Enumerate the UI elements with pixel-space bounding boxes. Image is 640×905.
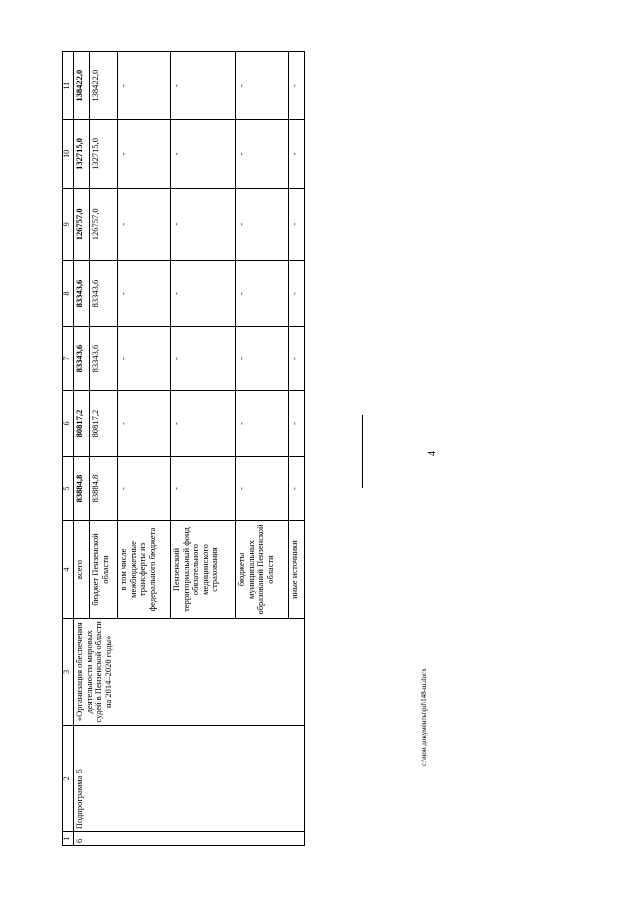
value-cell: - [118,260,171,326]
value-cell: - [118,52,171,120]
value-cell: - [171,327,236,391]
header-cell: 9 [63,188,74,260]
value-cell: - [236,390,289,456]
source-cell: всего [74,520,90,618]
budget-table-rotated [62,51,305,846]
value-cell: 126757,0 [90,188,118,260]
value-cell: 83343,6 [90,260,118,326]
header-row [63,52,74,846]
value-cell: - [288,188,304,260]
header-cell: 4 [63,520,74,618]
value-cell: - [288,52,304,120]
header-cell: 11 [63,52,74,120]
header-cell: 10 [63,120,74,188]
value-cell: - [236,327,289,391]
value-cell: - [118,327,171,391]
table-row [74,52,90,846]
header-cell: 8 [63,260,74,326]
source-cell: Пензенский территориальный фонд обязательного медицинского страхования [171,520,236,618]
page-number: 4 [427,451,438,456]
header-cell: 1 [63,832,74,846]
header-cell: 5 [63,457,74,521]
subprogram-name: «Организация обеспечения деятельности мировых судей в Пензенской области на 2014–2020 годы» [74,619,305,726]
value-cell: 83884,8 [74,457,90,521]
value-cell: - [236,52,289,120]
value-cell: 138422,0 [90,52,118,120]
value-cell: - [288,390,304,456]
value-cell: 80817,2 [74,390,90,456]
header-cell: 6 [63,390,74,456]
value-cell: - [236,260,289,326]
value-cell: - [288,120,304,188]
value-cell: - [118,390,171,456]
value-cell: 83343,6 [74,260,90,326]
value-cell: - [288,260,304,326]
value-cell: - [171,188,236,260]
value-cell: 132715,0 [74,120,90,188]
value-cell: 83343,6 [74,327,90,391]
value-cell: - [288,327,304,391]
value-cell: - [171,390,236,456]
header-cell: 7 [63,327,74,391]
value-cell: - [118,188,171,260]
value-cell: - [171,120,236,188]
value-cell: 83343,6 [90,327,118,391]
value-cell: 132715,0 [90,120,118,188]
value-cell: - [171,260,236,326]
source-cell: бюджет Пензенской области [90,520,118,618]
budget-table [62,51,305,846]
value-cell: - [171,457,236,521]
value-cell: 83884,8 [90,457,118,521]
value-cell: - [288,457,304,521]
value-cell: - [118,457,171,521]
subprogram-label: Подпрограмма 5 [74,725,305,832]
header-cell: 3 [63,619,74,726]
value-cell: 138422,0 [74,52,90,120]
source-cell: иные источники [288,520,304,618]
source-cell: в том числе межбюджетные трансферты из федерального бюджета [118,520,171,618]
file-path-footer: c:\мои документы\pd\148-ш.docx [420,668,428,766]
value-cell: 126757,0 [74,188,90,260]
divider-line [362,415,363,488]
value-cell: - [236,188,289,260]
source-cell: бюджеты муниципальных образований Пензенской области [236,520,289,618]
value-cell: - [236,457,289,521]
value-cell: - [171,52,236,120]
row-number: 6 [74,832,305,846]
header-cell: 2 [63,725,74,832]
value-cell: - [118,120,171,188]
value-cell: 80817,2 [90,390,118,456]
value-cell: - [236,120,289,188]
